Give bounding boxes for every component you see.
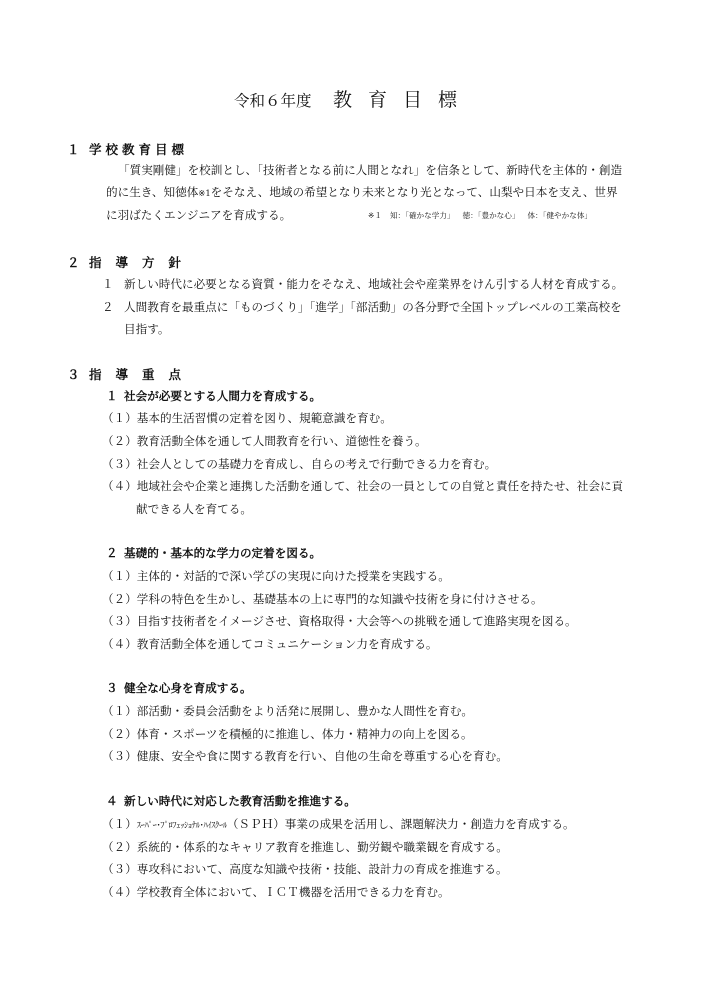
group-1-item-3: （３）社会人としての基礎力を育成し、自らの考えで行動できる力を育む。 <box>102 457 497 471</box>
group-2-text: 基礎的・基本的な学力の定着を図る。 <box>124 546 322 560</box>
group-2-item-1: （１）主体的・対話的で深い学びの実現に向けた授業を実践する。 <box>102 569 450 583</box>
group-2-item-2: （２）学科の特色を生かし、基礎基本の上に専門的な知識や技術を身に付けさせる。 <box>102 592 543 606</box>
section-1-heading <box>67 140 188 158</box>
footnote-tai: 体：「健やかな体」 <box>527 211 593 220</box>
title-main: 教育目標 <box>332 89 473 111</box>
group-3-item-1: （１）部活動・委員会活動をより活発に展開し、豊かな人間性を育む。 <box>102 704 474 718</box>
section-1-line-3: に羽ばたくエンジニアを育成する。 <box>106 208 292 222</box>
footnote <box>368 211 600 221</box>
group-3-text: 健全な心身を育成する。 <box>124 681 252 695</box>
group-1-text: 社会が必要とする人間力を育成する。 <box>124 389 322 403</box>
section-2-item-1 <box>102 277 623 291</box>
section-1-line-2-end: をそなえ、地域の希望となり未来となり光となって、山梨や日本を支え、世界 <box>210 185 618 199</box>
group-4-item-1 <box>102 817 575 832</box>
footnote-ref: ※1 <box>198 188 211 198</box>
section-1-number: １ <box>67 142 80 157</box>
section-3-heading <box>67 365 195 383</box>
group-4-item-4: （４）学校教育全体において、ＩＣＴ機器を活用できる力を育む。 <box>102 885 450 899</box>
group-4-title <box>106 794 356 808</box>
section-1-line-2-start: 的に生き、知徳体 <box>106 185 199 199</box>
group-4-item-2: （２）系統的・体系的なキャリア教育を推進し、勤労観や職業観を育成する。 <box>102 840 508 854</box>
footnote-mark: ※１ <box>368 211 382 220</box>
title-year: 令和６年度 <box>234 92 312 110</box>
section-2-item-2-cont: 目指す。 <box>124 322 170 336</box>
group-3-title <box>106 681 252 695</box>
section-2-title: 指導方針 <box>89 255 196 270</box>
group-1-item-1: （１）基本的生活習慣の定着を図り、規範意識を育む。 <box>102 411 392 425</box>
section-2-number: ２ <box>67 255 80 270</box>
group-2-number: ２ <box>106 546 118 560</box>
group-4-item-3: （３）専攻科において、高度な知識や技術・技能、設計力の育成を推進する。 <box>102 862 508 876</box>
section-1-line-1: 「質実剛健」を校訓とし、「技術者となる前に人間となれ」を信条として、新時代を主体的・創造 <box>118 163 623 177</box>
group-4-text: 新しい時代に対応した教育活動を推進する。 <box>124 794 356 808</box>
group-1-item-4: （４）地域社会や企業と連携した活動を通して、社会の一員としての自覚と責任を持たせ、社会に貢 <box>102 479 624 493</box>
section-1-title: 学校教育目標 <box>89 142 189 157</box>
section-1-line-2 <box>106 185 618 200</box>
footnote-toku: 徳：「豊かな心」 <box>462 211 520 220</box>
section-2-item-1-text: 新しい時代に必要となる資質・能力をそなえ、地域社会や産業界をけん引する人材を育成する。 <box>124 277 624 291</box>
group-4-item-1-rest: （ＳＰＨ）事業の成果を活用し、課題解決力・創造力を育成する。 <box>226 817 575 831</box>
group-2-title <box>106 546 321 560</box>
group-4-item-1-sph: ｽｰﾊﾟｰ･ﾌﾟﾛﾌｪｯｼｮﾅﾙ･ﾊｲｽｸｰﾙ <box>136 820 227 830</box>
group-3-number: ３ <box>106 681 118 695</box>
section-2-item-2-text: 人間教育を最重点に「ものづくり」「進学」「部活動」の各分野で全国トップレベルの工業高校を <box>124 300 622 314</box>
page-title <box>0 85 707 112</box>
section-2-heading <box>67 253 195 271</box>
group-3-item-3: （３）健康、安全や食に関する教育を行い、自他の生命を尊重する心を育む。 <box>102 749 508 763</box>
section-3-title: 指導重点 <box>89 367 196 382</box>
group-1-title <box>106 389 321 403</box>
group-2-item-3: （３）目指す技術者をイメージさせ、資格取得・大会等への挑戦を通して進路実現を図る。 <box>102 614 577 628</box>
group-4-number: ４ <box>106 794 118 808</box>
group-2-item-4: （４）教育活動全体を通してコミュニケーション力を育成する。 <box>102 637 438 651</box>
group-3-item-2: （２）体育・スポーツを積極的に推進し、体力・精神力の向上を図る。 <box>102 727 473 741</box>
group-1-item-2: （２）教育活動全体を通して人間教育を行い、道徳性を養う。 <box>102 434 427 448</box>
group-4-item-1-prefix: （１） <box>102 817 137 831</box>
group-1-number: １ <box>106 389 118 403</box>
section-2-item-2 <box>102 300 622 314</box>
section-3-number: ３ <box>67 367 80 382</box>
group-1-item-4-cont: 献できる人を育てる。 <box>136 502 252 516</box>
section-2-item-1-num: １ <box>102 277 114 291</box>
footnote-chi: 知：「確かな学力」 <box>389 211 455 220</box>
section-2-item-2-num: ２ <box>102 300 114 314</box>
